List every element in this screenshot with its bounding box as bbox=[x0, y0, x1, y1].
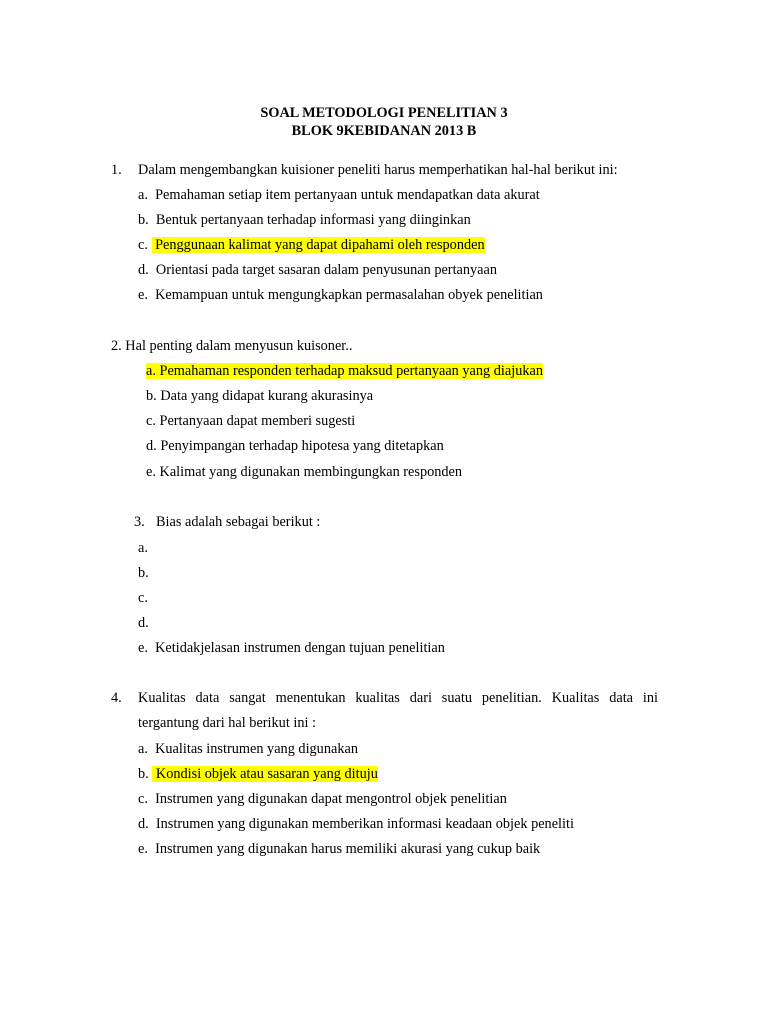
option-text: Instrumen yang digunakan harus memiliki akurasi yang cukup baik bbox=[155, 841, 541, 857]
question-4-option-c bbox=[138, 790, 507, 808]
option-letter: a. bbox=[138, 187, 148, 203]
option-letter: b. bbox=[138, 212, 149, 228]
question-1-option-e bbox=[138, 286, 543, 304]
document-title-line1: SOAL METODOLOGI PENELITIAN 3 bbox=[260, 105, 508, 121]
option-letter: a. bbox=[138, 741, 148, 757]
option-text: Ketidakjelasan instrumen dengan tujuan penelitian bbox=[155, 640, 445, 656]
option-text: Kalimat yang digunakan membingungkan responden bbox=[159, 464, 463, 480]
option-letter: d. bbox=[146, 438, 157, 454]
option-text: Data yang didapat kurang akurasinya bbox=[160, 388, 374, 404]
question-2-option-c bbox=[146, 412, 355, 430]
question-1-option-c bbox=[138, 236, 485, 254]
question-3-option-c: c. bbox=[138, 590, 148, 606]
question-2-option-b bbox=[146, 387, 373, 405]
option-text: Penyimpangan terhadap hipotesa yang ditetapkan bbox=[160, 438, 444, 454]
question-3-option-a: a. bbox=[138, 540, 148, 556]
option-text: Pertanyaan dapat memberi sugesti bbox=[159, 413, 356, 429]
question-4-option-d bbox=[138, 815, 574, 833]
option-letter: e. bbox=[146, 464, 156, 480]
option-letter: e. bbox=[138, 841, 148, 857]
question-1-option-a bbox=[138, 186, 540, 204]
question-4-text-line1: Kualitas data sangat menentukan kualitas dari suatu penelitian. Kualitas data ini bbox=[138, 690, 658, 706]
question-3-number: 3. bbox=[134, 514, 145, 530]
question-4-option-a bbox=[138, 740, 358, 758]
question-3-text: Bias adalah sebagai berikut : bbox=[156, 514, 321, 530]
question-3-option-b: b. bbox=[138, 565, 149, 581]
question-4-text-line2: tergantung dari hal berikut ini : bbox=[138, 715, 317, 731]
option-letter: c. bbox=[146, 413, 156, 429]
document-title-line2: BLOK 9KEBIDANAN 2013 B bbox=[291, 123, 477, 139]
question-4-option-e bbox=[138, 840, 540, 858]
question-2-option-d bbox=[146, 437, 444, 455]
option-letter: c. bbox=[138, 791, 148, 807]
option-text: Bentuk pertanyaan terhadap informasi yang diinginkan bbox=[155, 212, 471, 228]
question-2-text: 2. Hal penting dalam menyusun kuisoner.. bbox=[111, 338, 353, 354]
question-2-option-e bbox=[146, 463, 462, 481]
question-3-option-e bbox=[138, 639, 445, 657]
question-1-text: Dalam mengembangkan kuisioner peneliti harus memperhatikan hal-hal berikut ini: bbox=[138, 162, 618, 178]
option-letter: e. bbox=[138, 287, 148, 303]
option-text: Orientasi pada target sasaran dalam penyusunan pertanyaan bbox=[155, 262, 498, 278]
question-1-option-d bbox=[138, 261, 497, 279]
question-2-option-a bbox=[146, 362, 543, 380]
option-text: Kualitas instrumen yang digunakan bbox=[155, 741, 358, 757]
question-4-number: 4. bbox=[111, 690, 122, 706]
option-letter: e. bbox=[138, 640, 148, 656]
option-text-highlighted: Kondisi objek atau sasaran yang dituju bbox=[152, 766, 378, 782]
option-letter: b. bbox=[138, 766, 149, 782]
option-text-highlighted: a. Pemahaman responden terhadap maksud pertanyaan yang diajukan bbox=[146, 363, 543, 379]
question-1-option-b bbox=[138, 211, 471, 229]
question-4-option-b bbox=[138, 765, 378, 783]
option-text: Kemampuan untuk mengungkapkan permasalahan obyek penelitian bbox=[155, 287, 543, 303]
option-text: Instrumen yang digunakan memberikan informasi keadaan objek peneliti bbox=[155, 816, 574, 832]
option-letter: d. bbox=[138, 262, 149, 278]
option-letter: d. bbox=[138, 816, 149, 832]
option-letter: b. bbox=[146, 388, 157, 404]
option-letter: c. bbox=[138, 237, 148, 253]
option-text: Instrumen yang digunakan dapat mengontrol objek penelitian bbox=[155, 791, 507, 807]
option-text: Pemahaman setiap item pertanyaan untuk mendapatkan data akurat bbox=[155, 187, 540, 203]
question-1-number: 1. bbox=[111, 162, 122, 178]
question-3-option-d: d. bbox=[138, 615, 149, 631]
option-text-highlighted: Penggunaan kalimat yang dapat dipahami oleh responden bbox=[152, 237, 485, 253]
